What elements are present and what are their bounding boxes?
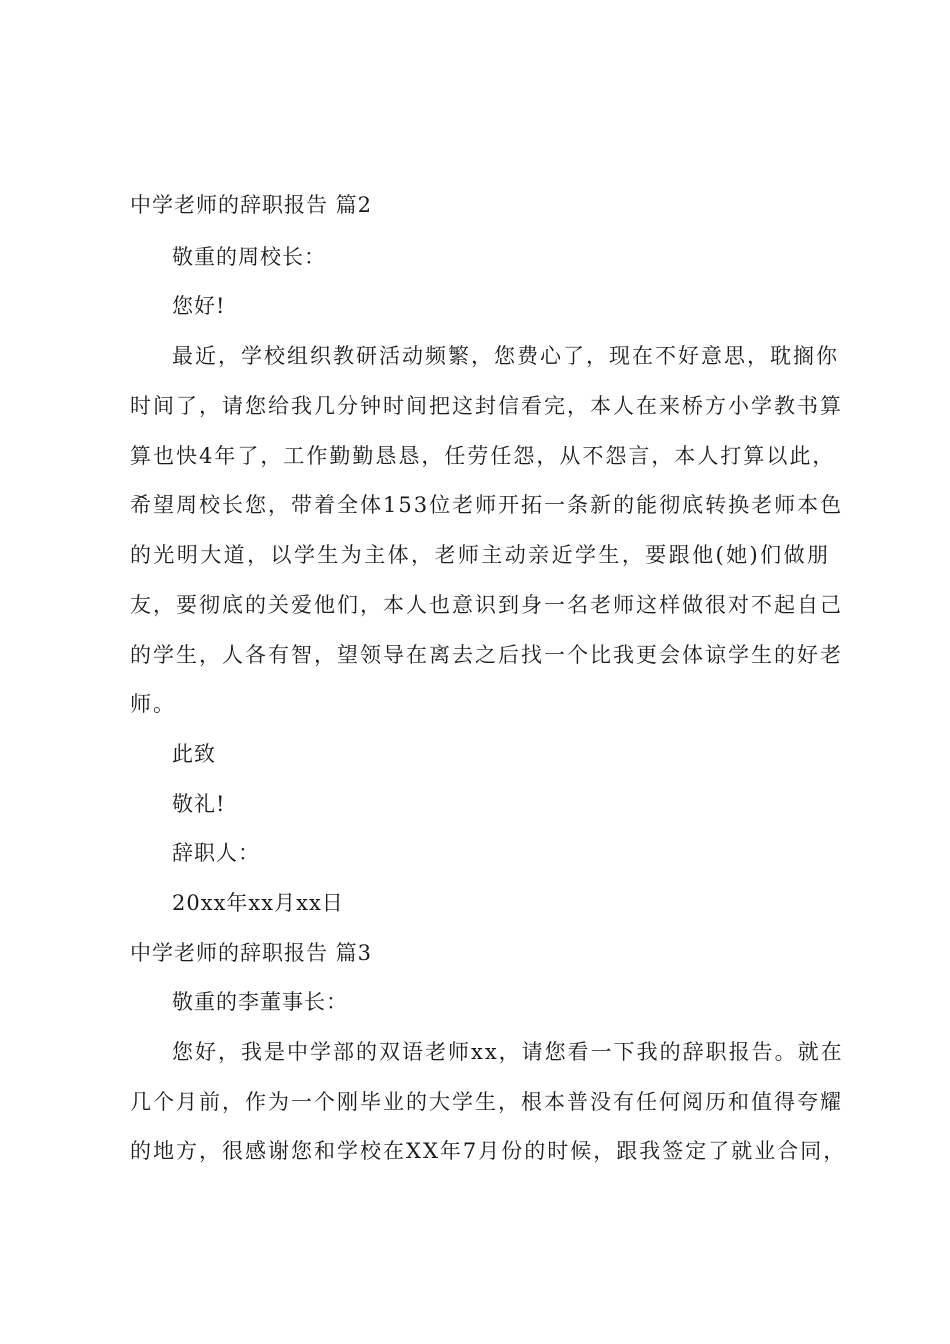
section-2-paragraph-line: 友，要彻底的关爱他们，本人也意识到身一名老师这样做很对不起自己 xyxy=(130,593,843,617)
signer-label: 辞职人： xyxy=(172,841,260,865)
section-3-paragraph-line: 您好，我是中学部的双语老师xx，请您看一下我的辞职报告。就在 xyxy=(172,1040,844,1064)
section-2-salutation: 敬重的周校长： xyxy=(172,245,326,269)
section-2-title: 中学老师的辞职报告 篇2 xyxy=(130,193,373,217)
closing-phrase: 此致 xyxy=(172,742,216,766)
section-2-paragraph-line: 的光明大道，以学生为主体，老师主动亲近学生，要跟他(她)们做朋 xyxy=(130,543,830,567)
closing-salute: 敬礼! xyxy=(172,792,226,816)
section-3-paragraph-line: 几个月前，作为一个刚毕业的大学生，根本普没有任何阅历和值得夸耀 xyxy=(130,1090,843,1114)
section-2-paragraph-line: 时间了，请您给我几分钟时间把这封信看完，本人在来桥方小学教书算 xyxy=(130,394,843,418)
section-2-paragraph-line: 算也快4年了，工作勤勤恳恳，任劳任怨，从不怨言，本人打算以此， xyxy=(130,444,836,468)
section-3-title: 中学老师的辞职报告 篇3 xyxy=(130,941,373,965)
section-2-paragraph-line: 的学生，人各有智，望领导在离去之后找一个比我更会体谅学生的好老 xyxy=(130,643,843,667)
section-3-paragraph-line: 的地方，很感谢您和学校在XX年7月份的时候，跟我签定了就业合同， xyxy=(130,1139,847,1163)
date-line: 20xx年xx月xx日 xyxy=(172,891,344,915)
section-2-paragraph-line: 师。 xyxy=(130,692,176,716)
section-2-greeting: 您好! xyxy=(172,294,226,318)
section-3-salutation: 敬重的李董事长： xyxy=(172,990,348,1014)
section-2-paragraph-line: 希望周校长您，带着全体153位老师开拓一条新的能彻底转换老师本色 xyxy=(130,493,844,517)
section-2-paragraph-line: 最近，学校组织教研活动频繁，您费心了，现在不好意思，耽搁你 xyxy=(172,344,839,368)
